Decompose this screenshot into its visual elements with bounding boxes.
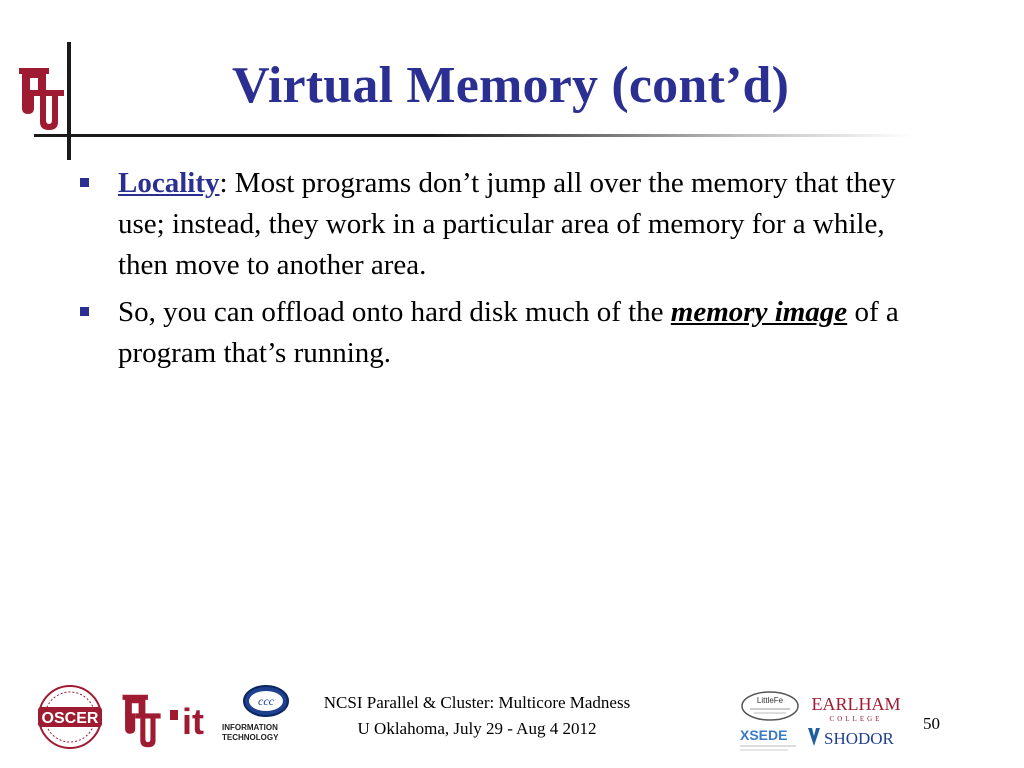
memory-image-term: memory image bbox=[670, 296, 848, 328]
bullet-list bbox=[80, 163, 930, 380]
page-number: 50 bbox=[923, 714, 940, 733]
header-vertical-rule bbox=[67, 42, 71, 160]
oscer-logo-text: OSCER bbox=[41, 710, 99, 727]
bullet-locality bbox=[80, 163, 930, 286]
footer-line-1: NCSI Parallel & Cluster: Multicore Madness bbox=[323, 693, 631, 712]
footer-line-2: U Oklahoma, July 29 - Aug 4 2012 bbox=[357, 719, 597, 738]
bullet-text-after: of a program that’s running. bbox=[118, 296, 899, 369]
littlefe-logo-text: LittleFe bbox=[756, 696, 784, 705]
ou-footer-logo-icon bbox=[120, 690, 164, 752]
earlham-logo-subtext: COLLEGE bbox=[829, 715, 883, 723]
bullet-memory-image bbox=[80, 292, 930, 374]
slide-title: Virtual Memory (cont’d) bbox=[232, 57, 790, 114]
shodor-logo-icon bbox=[806, 724, 906, 750]
xsede-logo-icon bbox=[738, 724, 802, 756]
earlham-logo-icon bbox=[806, 693, 906, 725]
header-horizontal-rule bbox=[34, 134, 914, 137]
earlham-logo-text: EARLHAM bbox=[811, 694, 901, 714]
it-logo-line1: INFORMATION bbox=[222, 723, 278, 732]
footer-caption bbox=[288, 690, 666, 742]
ccc-logo-icon bbox=[242, 684, 290, 718]
locality-link[interactable]: Locality bbox=[118, 167, 220, 199]
xsede-logo-text: XSEDE bbox=[740, 727, 788, 743]
it-logo-line2: TECHNOLOGY bbox=[222, 733, 279, 742]
square-bullet-icon bbox=[80, 307, 89, 316]
bullet-text: : Most programs don’t jump all over the memory that they use; instead, they work in a particular area of memory for a while, then move to another area. bbox=[118, 167, 896, 281]
oscer-logo-icon bbox=[24, 684, 116, 750]
ccc-logo-text: ccc bbox=[258, 694, 274, 708]
shodor-logo-text: SHODOR bbox=[824, 729, 894, 748]
bullet-text-before: So, you can offload onto hard disk much of the bbox=[118, 296, 671, 328]
it-logo-text: it bbox=[182, 701, 204, 742]
square-bullet-icon bbox=[80, 178, 89, 187]
ou-logo-icon bbox=[16, 64, 68, 134]
littlefe-logo-icon bbox=[740, 690, 800, 722]
